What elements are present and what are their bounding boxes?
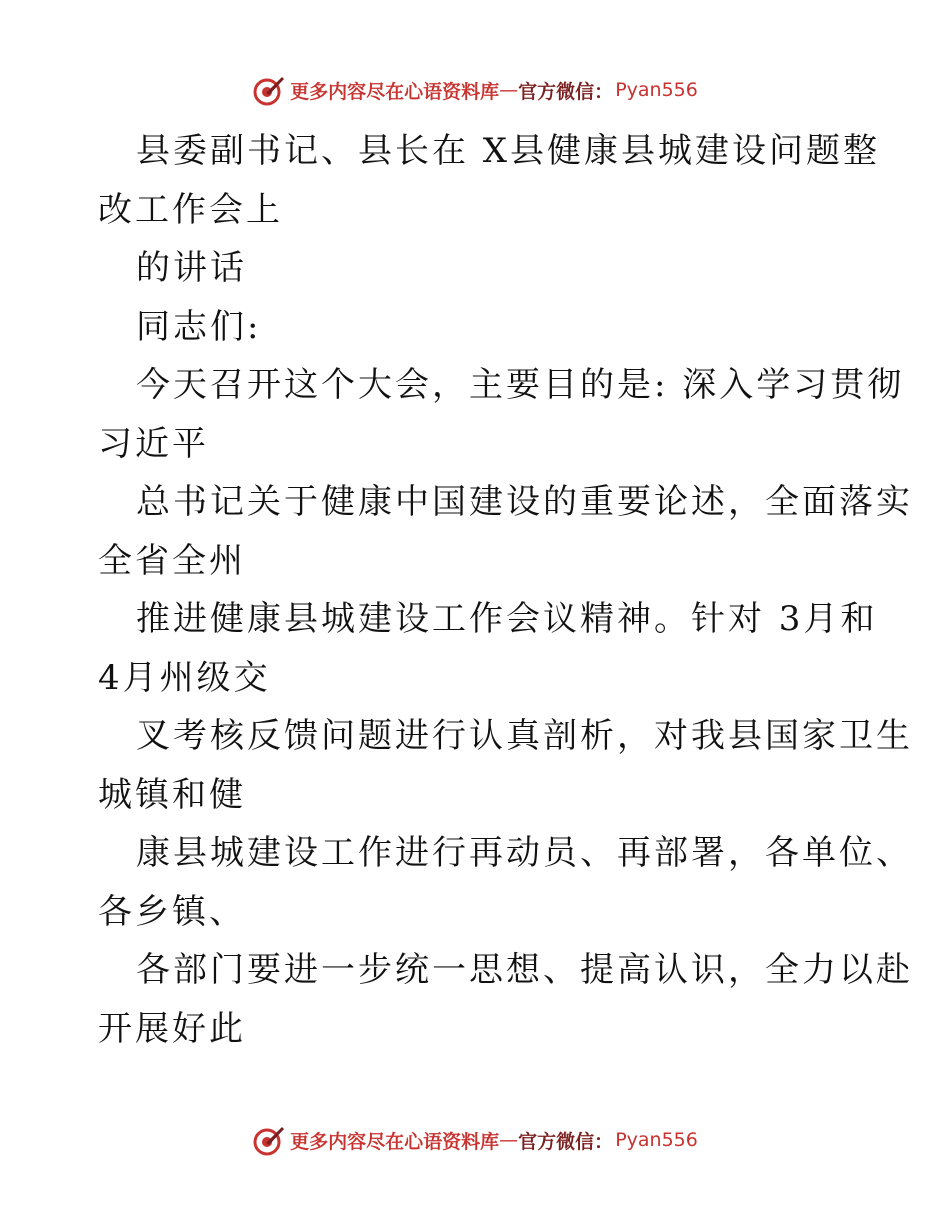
text-line: 各乡镇、: [98, 891, 246, 932]
header-watermark: [0, 70, 950, 110]
text-line: 开展好此: [98, 1008, 246, 1049]
text-line: 推进健康县城建设工作会议精神。针对 3月和: [136, 599, 878, 639]
quill-logo-icon: [252, 73, 286, 107]
text-line: 城镇和健: [98, 774, 246, 815]
watermark-wechat-id: Pyan556: [615, 1129, 698, 1151]
watermark-dash: —: [499, 79, 519, 101]
text-line: 各部门要进一步统一思想、提高认识，全力以赴: [136, 950, 913, 990]
text-line: 的讲话: [136, 248, 247, 288]
watermark-main-text: 更多内容尽在心语资料库: [290, 80, 500, 103]
text-line: 总书记关于健康中国建设的重要论述，全面落实: [136, 482, 913, 522]
text-line: 同志们:: [136, 306, 262, 347]
text-line: 县委副书记、县长在 X县健康县城建设问题整: [136, 131, 881, 171]
document-body: [98, 122, 913, 1058]
watermark-official-label: 官方微信：: [518, 80, 614, 103]
footer-watermark: [0, 1120, 950, 1160]
text-line: 4月州级交: [98, 657, 271, 698]
watermark-dash: —: [499, 1129, 519, 1151]
text-line: 全省全州: [98, 540, 246, 581]
text-line: 今天召开这个大会，主要目的是: 深入学习贯彻: [136, 365, 905, 405]
text-line: 习近平: [98, 423, 209, 464]
quill-logo-icon: [252, 1123, 286, 1157]
text-line: 改工作会上: [98, 189, 283, 230]
watermark-wechat-id: Pyan556: [615, 79, 698, 101]
watermark-official-label: 官方微信：: [518, 1130, 614, 1153]
text-line: 叉考核反馈问题进行认真剖析，对我县国家卫生: [136, 716, 913, 756]
watermark-main-text: 更多内容尽在心语资料库: [290, 1130, 500, 1153]
text-line: 康县城建设工作进行再动员、再部署，各单位、: [136, 833, 913, 873]
